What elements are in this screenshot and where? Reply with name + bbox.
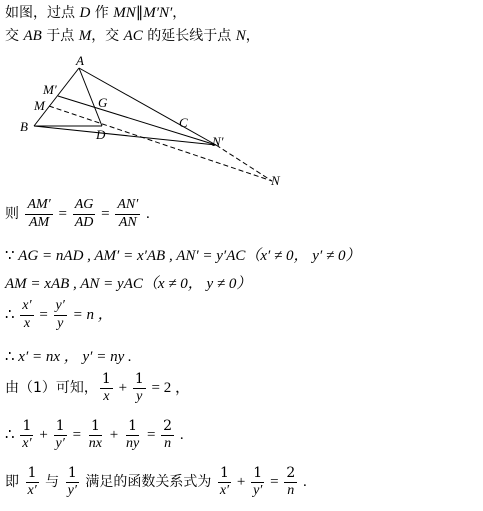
fraction-numerator: 1 [90, 418, 100, 434]
fraction-denominator: x′ [22, 435, 32, 451]
fraction-numerator: 1 [128, 418, 138, 434]
segment-label: MN [113, 5, 136, 21]
fraction [20, 299, 33, 331]
fraction-denominator: AN [118, 214, 137, 230]
step-text: x′ = nx ， y′ = ny . [18, 349, 132, 365]
step-text: AG = nAD , AM′ = x′AB , AN′ = y′AC（x′ ≠ 0， y′ ≠ 0） [18, 248, 361, 264]
fraction-numerator: AG [73, 198, 96, 215]
fraction [251, 466, 264, 498]
fraction-denominator: nx [88, 435, 103, 451]
therefore-symbol: ∴ [5, 349, 19, 365]
point-label: M [78, 28, 92, 44]
fraction-numerator: 1 [55, 418, 65, 434]
equals-sign: = [143, 427, 160, 444]
segment-label: M′N′ [143, 5, 173, 21]
step-text: 满足的函数关系式为 [80, 474, 216, 491]
label-b: B [20, 119, 28, 134]
intro-line-1 [5, 2, 186, 22]
fraction-denominator: ny [125, 435, 140, 451]
therefore-symbol: ∴ [5, 307, 19, 324]
therefore-symbol: ∴ [5, 427, 19, 444]
fraction-denominator: y [57, 315, 64, 331]
label-a: A [76, 54, 84, 68]
fraction [20, 419, 33, 451]
step-text: = 2 ， [147, 380, 190, 397]
fraction-numerator: 1 [22, 418, 32, 434]
intro-text: ，交 [91, 28, 124, 44]
intro-text: 交 [5, 28, 24, 44]
step-text: 与 [40, 474, 64, 491]
fraction [133, 372, 146, 404]
label-c: C [179, 115, 188, 130]
fraction-numerator: 1 [101, 371, 111, 387]
fraction-denominator: x [23, 315, 31, 331]
fraction-denominator: x [103, 388, 110, 404]
fraction [218, 466, 231, 498]
step-2 [5, 244, 360, 265]
step-prefix: 即 [5, 474, 24, 491]
fraction-numerator: 2 [286, 465, 296, 481]
equals-sign: = [97, 206, 114, 223]
segment-label: AC [123, 28, 143, 44]
equals-sign: = [54, 206, 71, 223]
segment-mp-np [58, 96, 216, 145]
segment-b-np [34, 126, 216, 145]
fraction-denominator: y′ [55, 435, 65, 451]
fraction-numerator: 1 [253, 465, 263, 481]
segment-mn-dashed [49, 106, 272, 181]
equals-sign: = [68, 427, 85, 444]
fraction-denominator: y [136, 388, 143, 404]
intro-text: 作 [90, 5, 114, 21]
intro-text: ， [245, 28, 260, 44]
fraction-numerator: AN′ [115, 198, 140, 215]
segment-label: AB [23, 28, 42, 44]
fraction [161, 419, 174, 451]
equals-sign: = [266, 474, 283, 491]
intro-text: 的延长线于点 [142, 28, 236, 44]
label-m: M [34, 98, 45, 113]
point-label: D [79, 5, 91, 21]
fraction-denominator: x′ [27, 482, 37, 498]
fraction [124, 419, 141, 451]
step-prefix: 由（1）可知， [5, 380, 98, 397]
because-symbol: ∵ [5, 248, 19, 264]
fraction-numerator: y′ [54, 299, 67, 316]
label-n-prime: N′ [212, 134, 224, 149]
fraction-numerator: 1 [67, 465, 77, 481]
point-label: N [235, 28, 246, 44]
fraction-denominator: n [164, 435, 172, 451]
label-g: G [98, 95, 108, 110]
plus-sign: + [106, 427, 122, 444]
step-1 [5, 198, 150, 230]
fraction-denominator: x′ [219, 482, 230, 498]
fraction [73, 198, 96, 230]
fraction-numerator: 1 [27, 465, 37, 481]
step-6 [5, 372, 190, 404]
step-text: AM = xAB , AN = yAC（x ≠ 0， y ≠ 0） [5, 276, 252, 292]
fraction-denominator: AD [74, 214, 94, 230]
step-3 [5, 272, 251, 293]
equals-sign: = [35, 307, 52, 324]
fraction-numerator: 1 [220, 465, 229, 481]
step-text: = n ， [68, 307, 113, 324]
fraction-numerator: 2 [163, 418, 173, 434]
segment-np-n-dashed [216, 145, 272, 181]
fraction [284, 466, 297, 498]
label-d: D [96, 127, 106, 142]
fraction-numerator: x′ [20, 299, 33, 316]
step-prefix: 则 [5, 206, 24, 223]
plus-sign: + [233, 474, 250, 491]
fraction-numerator: 1 [134, 371, 144, 387]
fraction [54, 299, 67, 331]
fraction [25, 198, 52, 230]
fraction-denominator: y′ [253, 482, 263, 498]
fraction-denominator: y′ [67, 482, 77, 498]
fraction [87, 419, 104, 451]
period: . [176, 427, 184, 444]
intro-text: 于点 [41, 28, 79, 44]
step-5 [5, 345, 132, 366]
fraction-denominator: AM [28, 214, 50, 230]
intro-line-2 [5, 25, 260, 45]
fraction [25, 466, 38, 498]
triangle-figure [14, 54, 304, 194]
label-n: N [271, 173, 280, 188]
step-8 [5, 466, 307, 498]
plus-sign: + [35, 427, 52, 444]
intro-text: 如图，过点 [5, 5, 80, 21]
segment-ab [34, 68, 79, 126]
step-4 [5, 299, 113, 331]
period: . [299, 474, 307, 491]
fraction-numerator: AM′ [25, 198, 52, 215]
plus-sign: + [114, 380, 131, 397]
fraction [54, 419, 67, 451]
fraction-denominator: n [287, 482, 295, 498]
fraction [115, 198, 140, 230]
intro-text: ， [172, 5, 187, 21]
fraction [66, 466, 79, 498]
period: . [142, 206, 150, 223]
fraction [100, 372, 113, 404]
parallel-symbol: ∥ [135, 5, 144, 21]
step-7 [5, 419, 184, 451]
label-m-prime: M′ [43, 82, 57, 97]
